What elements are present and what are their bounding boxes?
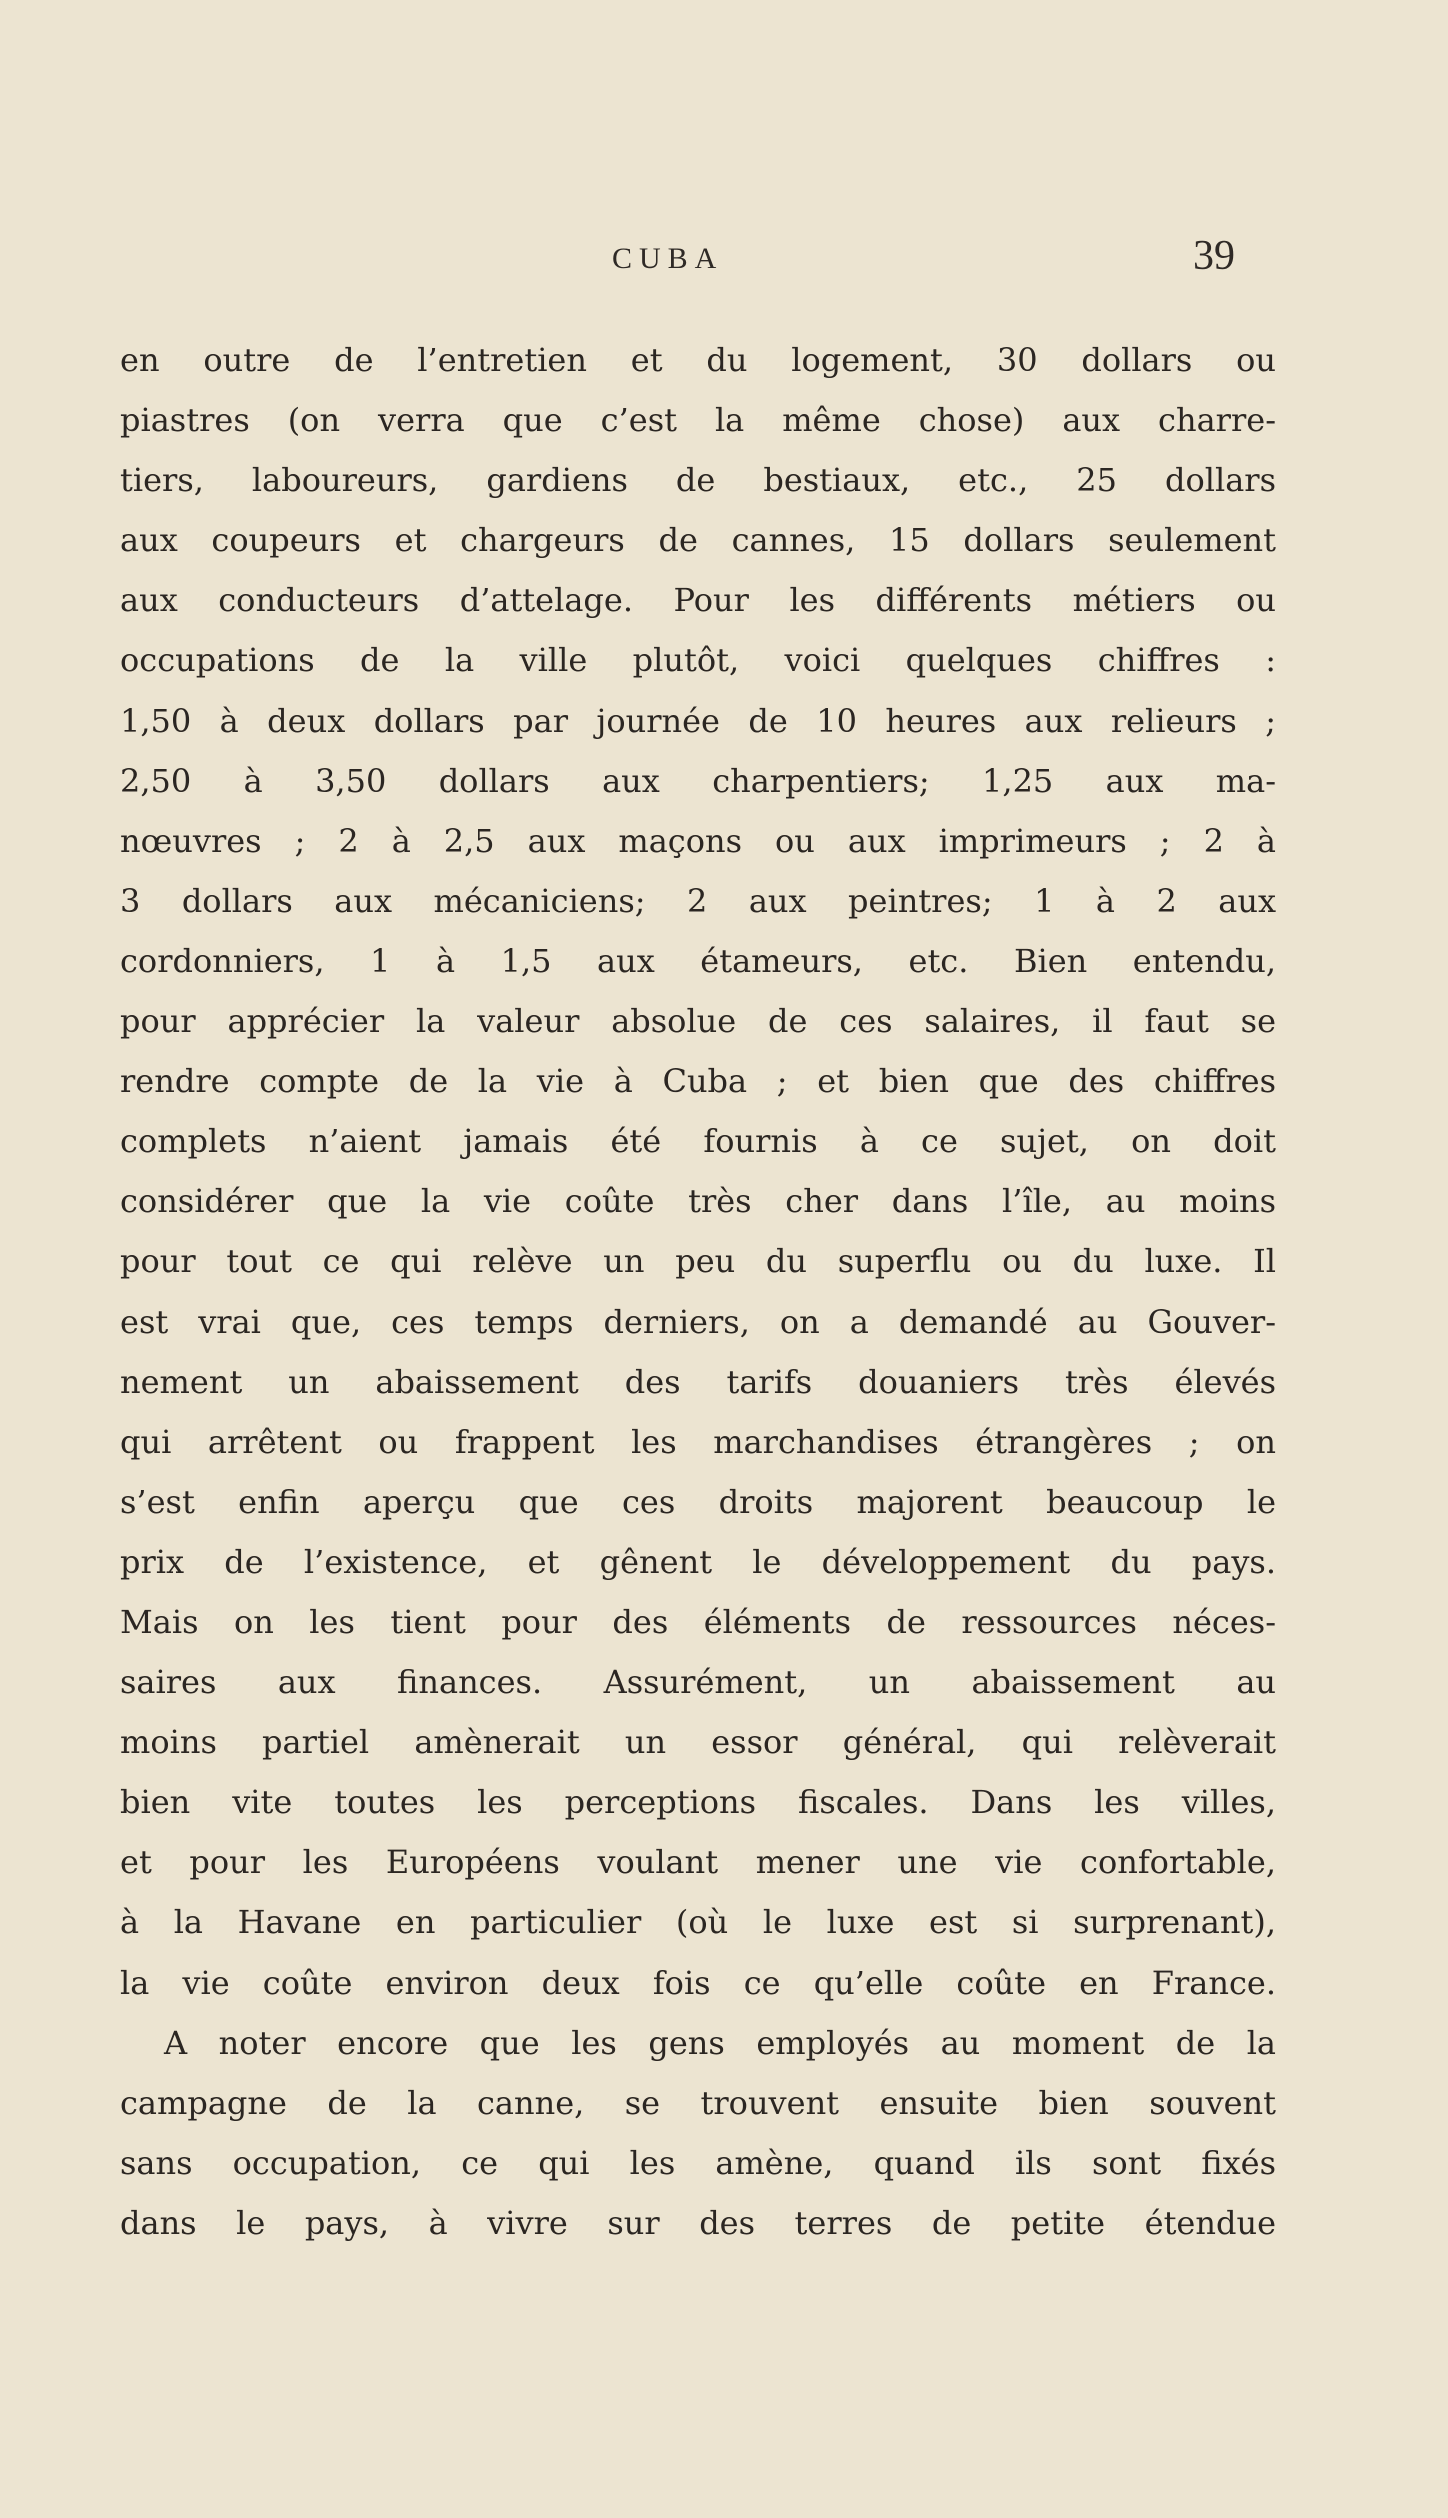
running-header — [0, 233, 1448, 288]
text-line: à la Havane en particulier (où le luxe est si surprenant), — [120, 1903, 1276, 1942]
text-line: occupations de la ville plutôt, voici quelques chiffres : — [120, 641, 1276, 680]
text-line: en outre de l’entretien et du logement, 30 dollars ou — [120, 341, 1276, 379]
text-line: la vie coûte environ deux fois ce qu’elle coûte en France. — [120, 1963, 1276, 2002]
page-number: 39 — [1193, 233, 1235, 279]
text-line: 3 dollars aux mécaniciens; 2 aux peintres; 1 à 2 aux — [120, 881, 1276, 920]
text-line: pour tout ce qui relève un peu du superflu ou du luxe. Il — [120, 1242, 1276, 1281]
text-line: est vrai que, ces temps derniers, on a demandé au Gouver- — [120, 1302, 1276, 1341]
text-line: 2,50 à 3,50 dollars aux charpentiers; 1,25 aux ma- — [120, 761, 1276, 800]
text-line: considérer que la vie coûte très cher dans l’île, au moins — [120, 1182, 1276, 1221]
body-text — [120, 330, 1276, 2253]
text-line: nœuvres ; 2 à 2,5 aux maçons ou aux imprimeurs ; 2 à — [120, 821, 1276, 860]
text-line: cordonniers, 1 à 1,5 aux étameurs, etc. Bien entendu, — [120, 941, 1276, 980]
text-line: sans occupation, ce qui les amène, quand ils sont fixés — [120, 2143, 1276, 2182]
running-title: CUBA — [612, 242, 724, 275]
text-line: s’est enfin aperçu que ces droits majorent beaucoup le — [120, 1482, 1276, 1521]
text-line: Mais on les tient pour des éléments de ressources néces- — [120, 1602, 1276, 1641]
paragraph-start-line: A noter encore que les gens employés au moment de la — [164, 2023, 1276, 2062]
text-line: campagne de la canne, se trouvent ensuite bien souvent — [120, 2083, 1276, 2122]
text-line: nement un abaissement des tarifs douaniers très élevés — [120, 1362, 1276, 1401]
text-line: prix de l’existence, et gênent le développement du pays. — [120, 1542, 1276, 1581]
text-line: moins partiel amènerait un essor général, qui relèverait — [120, 1723, 1276, 1762]
text-line: pour apprécier la valeur absolue de ces salaires, il faut se — [120, 1002, 1276, 1041]
text-line: tiers, laboureurs, gardiens de bestiaux, etc., 25 dollars — [120, 461, 1276, 500]
text-line: bien vite toutes les perceptions fiscales. Dans les villes, — [120, 1783, 1276, 1822]
text-line: qui arrêtent ou frappent les marchandises étrangères ; on — [120, 1422, 1276, 1461]
text-line: dans le pays, à vivre sur des terres de petite étendue — [120, 2203, 1276, 2242]
text-line: rendre compte de la vie à Cuba ; et bien que des chiffres — [120, 1062, 1276, 1101]
text-line: saires aux finances. Assurément, un abaissement au — [120, 1663, 1276, 1702]
text-line: complets n’aient jamais été fournis à ce sujet, on doit — [120, 1122, 1276, 1161]
text-line: aux coupeurs et chargeurs de cannes, 15 dollars seulement — [120, 521, 1276, 560]
text-line: 1,50 à deux dollars par journée de 10 heures aux relieurs ; — [120, 701, 1276, 740]
text-line: piastres (on verra que c’est la même chose) aux charre- — [120, 401, 1276, 440]
text-line: et pour les Européens voulant mener une vie confortable, — [120, 1843, 1276, 1882]
text-line: aux conducteurs d’attelage. Pour les différents métiers ou — [120, 581, 1276, 620]
